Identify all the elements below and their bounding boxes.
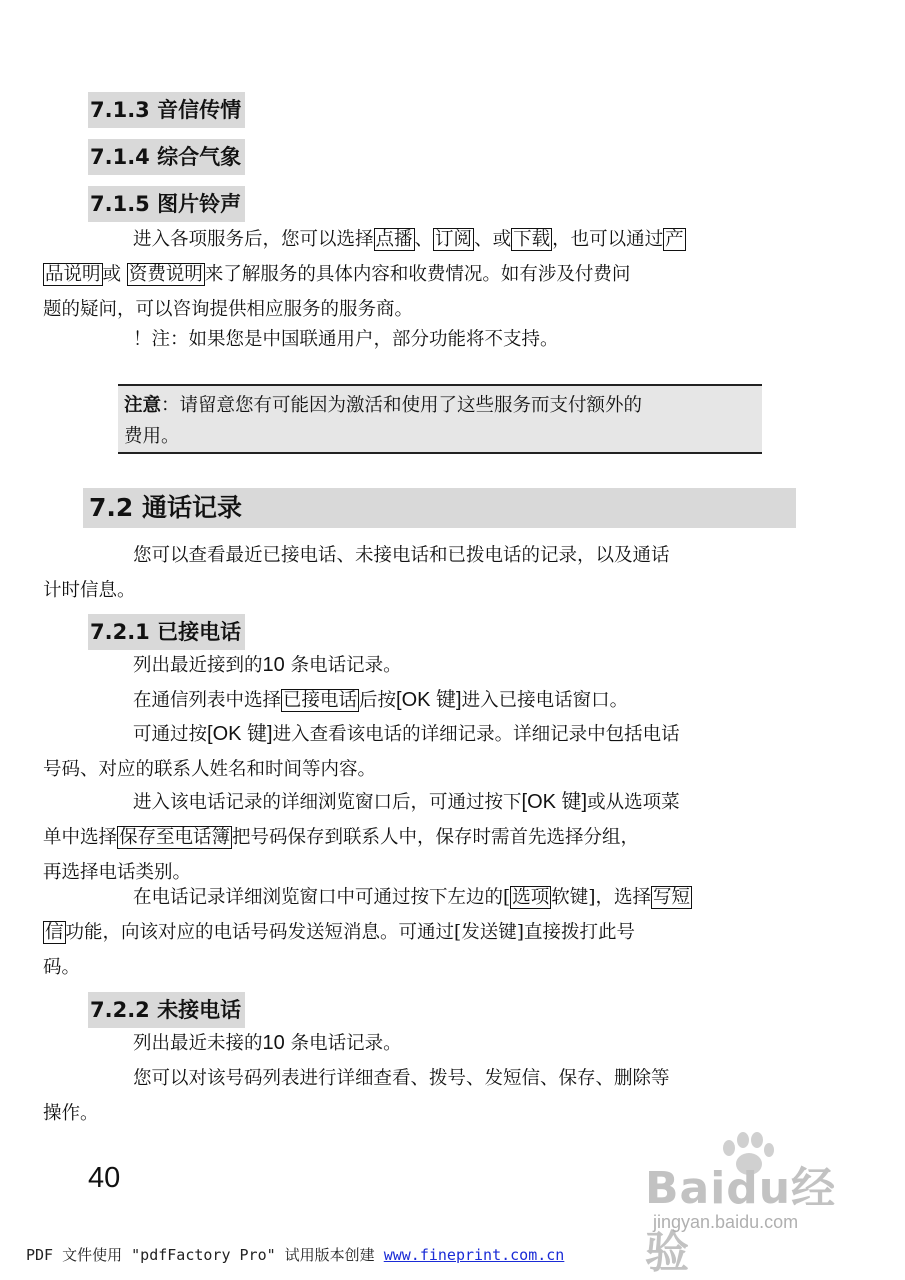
paragraph-call-log-intro: 您可以查看最近已接电话、未接电话和已拨电话的记录，以及通话 计时信息。 [43,545,670,601]
watermark-logo: Baidu经验 [645,1163,837,1278]
term-fee-info: 资费说明 [128,264,203,285]
heading-7-2-2: 7.2.2 未接电话 [88,992,245,1028]
term-save-to-phonebook: 保存至电话簿 [119,827,231,848]
heading-7-1-4: 7.1.4 综合气象 [88,139,245,175]
paragraph-received-3: 可通过按[OK 键]进入查看该电话的详细记录。详细记录中包括电话 号码、对应的联系人姓名和时间等内容。 [43,723,680,780]
pdf-footer [26,1244,564,1265]
term-write-sms-b: 信 [45,922,64,943]
paragraph-missed-1: 列出最近未接的10 条电话记录。 [133,1032,402,1054]
caution-text: ：请留意您有可能因为激活和使用了这些服务而支付额外的 [161,395,643,416]
caution-label: 注意 [124,395,162,416]
footer-link[interactable]: www.fineprint.com.cn [383,1246,565,1264]
term-options: 选项 [512,887,550,908]
paragraph-received-2: 在通信列表中选择 已接电话 后按[OK 键]进入已接电话窗口。 [133,689,629,711]
paragraph-unicom-note: ！注：如果您是中国联通用户，部分功能将不支持。 [133,329,559,350]
paragraph-received-1: 列出最近接到的10 条电话记录。 [133,654,402,676]
term-product-info-a: 产 [665,229,684,250]
paragraph-received-5: 在电话记录详细浏览窗口中可通过按下左边的[ 选项 软键]，选择 写短 信 功能，向该对应的电话号码发送短消息。可通过[发送键]直接拨打此号 码。 [43,887,691,978]
section-title-7-2: 7.2 通话记录 [83,488,796,528]
baidu-watermark [645,1140,875,1278]
term-write-sms-a: 写短 [653,887,691,908]
paragraph-missed-2: 您可以对该号码列表进行详细查看、拨号、发短信、保存、删除等 操作。 [43,1068,670,1124]
term-dingyue: 订阅 [435,229,473,250]
heading-7-1-5: 7.1.5 图片铃声 [88,186,245,222]
term-product-info-b: 品说明 [45,264,101,285]
term-xiazai: 下载 [513,229,551,250]
paragraph-services: 进入各项服务后，您可以选择 点播 、 订阅 、或 下载 ，也可以通过 产 品说明 或 资费说明 来了解服务的具体内容和收费情况。如有涉及付费问 题的疑问，可以咨询提供相应服务的服务商。 [43,229,684,320]
term-dianbo: 点播 [375,229,413,250]
term-received-calls: 已接电话 [283,690,358,711]
footer-text: PDF 文件使用 "pdfFactory Pro" 试用版本创建 [26,1246,384,1264]
heading-7-1-3: 7.1.3 音信传情 [88,92,245,128]
page-number: 40 [88,1162,121,1194]
paragraph-received-4: 进入该电话记录的详细浏览窗口后，可通过按下[OK 键]或从选项菜 单中选择 保存至电话簿 把号码保存到联系人中，保存时需首先选择分组， 再选择电话类别。 [43,791,680,883]
caution-box [118,384,762,454]
caution-text-2: 费用。 [124,426,180,447]
watermark-url: jingyan.baidu.com [653,1212,799,1232]
heading-7-2-1: 7.2.1 已接电话 [88,614,245,650]
